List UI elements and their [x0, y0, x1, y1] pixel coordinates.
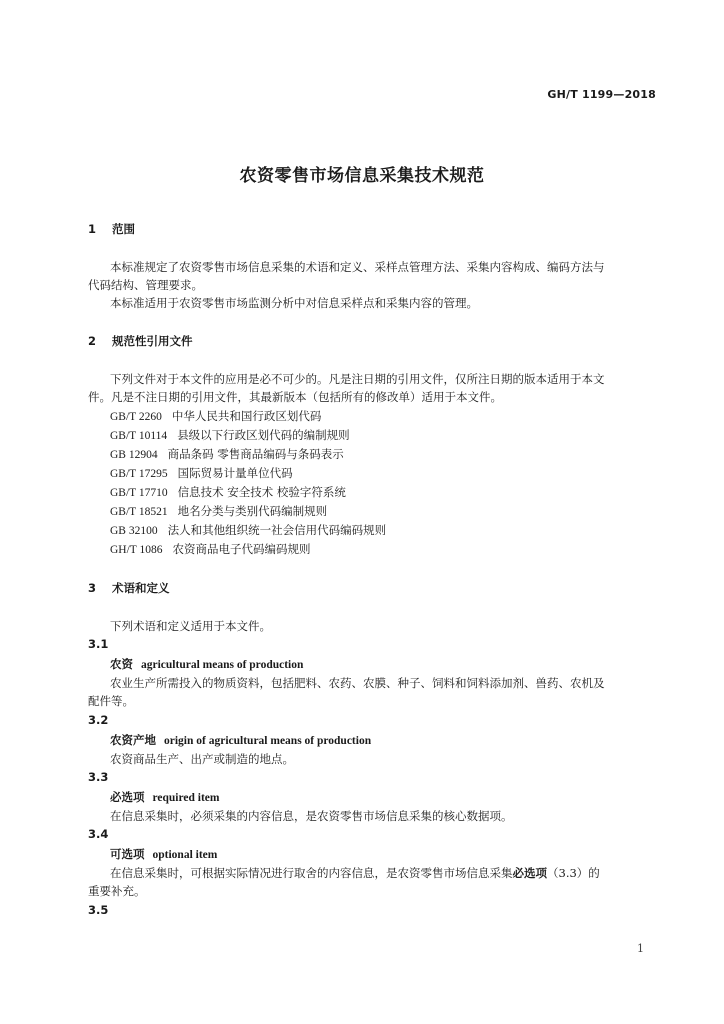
reference-name: 县级以下行政区划代码的编制规则: [177, 428, 350, 442]
reference-item: [110, 541, 660, 558]
section-number: 3: [88, 581, 97, 595]
definition-emphasis: 必选项: [512, 866, 547, 880]
term-english: required item: [152, 792, 220, 804]
page-number: 1: [637, 942, 644, 955]
term-english: agricultural means of production: [141, 659, 304, 671]
reference-item: [110, 503, 660, 520]
reference-name: 地名分类与类别代码编制规则: [177, 504, 328, 518]
term-definition-line: 农资商品生产、出产或制造的地点。: [110, 752, 294, 766]
reference-item: [110, 522, 660, 539]
reference-code: GB/T 10114: [110, 430, 168, 442]
reference-item: [110, 484, 660, 501]
paragraph-line: 本标准适用于农资零售市场监测分析中对信息采样点和采集内容的管理。: [110, 296, 478, 310]
standard-number: GH/T 1199—2018: [547, 88, 656, 101]
reference-name: 国际贸易计量单位代码: [177, 466, 293, 480]
term-heading: [110, 656, 303, 672]
definition-text: 在信息采集时，可根据实际情况进行取舍的内容信息，是农资零售市场信息采集: [110, 866, 513, 880]
paragraph-line: 下列文件对于本文件的应用是必不可少的。凡是注日期的引用文件，仅所注日期的版本适用于本文: [110, 372, 605, 386]
term-heading: [110, 732, 371, 748]
reference-item: [110, 465, 660, 482]
reference-code: GB/T 17710: [110, 487, 168, 499]
document-title: 农资零售市场信息采集技术规范: [239, 166, 485, 186]
reference-name: 农资商品电子代码编码规则: [172, 542, 311, 556]
term-heading: [110, 789, 219, 805]
reference-item: [110, 408, 660, 425]
definition-text: （3.3）的: [547, 866, 600, 880]
term-definition-line: 配件等。: [88, 694, 134, 708]
paragraph-line: 代码结构、管理要求。: [88, 278, 203, 292]
term-english: origin of agricultural means of production: [164, 735, 372, 747]
reference-item: [110, 427, 660, 444]
paragraph-line: 下列术语和定义适用于本文件。: [110, 619, 271, 633]
reference-name: 商品条码 零售商品编码与条码表示: [167, 447, 344, 461]
section-title: 规范性引用文件: [112, 334, 193, 348]
reference-name: 法人和其他组织统一社会信用代码编码规则: [167, 523, 387, 537]
section-2-heading: [88, 333, 193, 349]
term-definition-line: 农业生产所需投入的物质资料，包括肥料、农药、农膜、种子、饲料和饲料添加剂、兽药、农机及: [110, 676, 605, 690]
term-number: 3.4: [88, 827, 109, 841]
term-definition-line: 重要补充。: [88, 884, 146, 898]
reference-code: GB 32100: [110, 525, 158, 537]
section-3-heading: [88, 580, 170, 596]
reference-code: GB/T 18521: [110, 506, 168, 518]
term-number: 3.5: [88, 903, 109, 917]
term-heading: [110, 846, 217, 862]
term-number: 3.2: [88, 713, 109, 727]
term-chinese: 可选项: [110, 847, 145, 861]
term-chinese: 农资产地: [110, 733, 156, 747]
section-title: 范围: [112, 222, 136, 236]
section-title: 术语和定义: [112, 581, 170, 595]
term-chinese: 农资: [110, 657, 133, 671]
section-number: 1: [88, 222, 97, 236]
paragraph-line: 本标准规定了农资零售市场信息采集的术语和定义、采样点管理方法、采集内容构成、编码方法与: [110, 260, 605, 274]
paragraph-line: 件。凡是不注日期的引用文件，其最新版本（包括所有的修改单）适用于本文件。: [88, 390, 502, 404]
term-number: 3.1: [88, 637, 109, 651]
term-number: 3.3: [88, 770, 109, 784]
section-number: 2: [88, 334, 97, 348]
reference-code: GB/T 17295: [110, 468, 168, 480]
term-chinese: 必选项: [110, 790, 145, 804]
term-english: optional item: [152, 849, 218, 861]
reference-code: GH/T 1086: [110, 544, 163, 556]
reference-code: GB 12904: [110, 449, 158, 461]
term-definition-line: 在信息采集时，必须采集的内容信息，是农资零售市场信息采集的核心数据项。: [110, 809, 513, 823]
term-definition-line: [110, 865, 660, 881]
reference-name: 信息技术 安全技术 校验字符系统: [177, 485, 346, 499]
reference-code: GB/T 2260: [110, 411, 162, 423]
reference-name: 中华人民共和国行政区划代码: [171, 409, 322, 423]
section-1-heading: [88, 221, 135, 237]
reference-item: [110, 446, 660, 463]
